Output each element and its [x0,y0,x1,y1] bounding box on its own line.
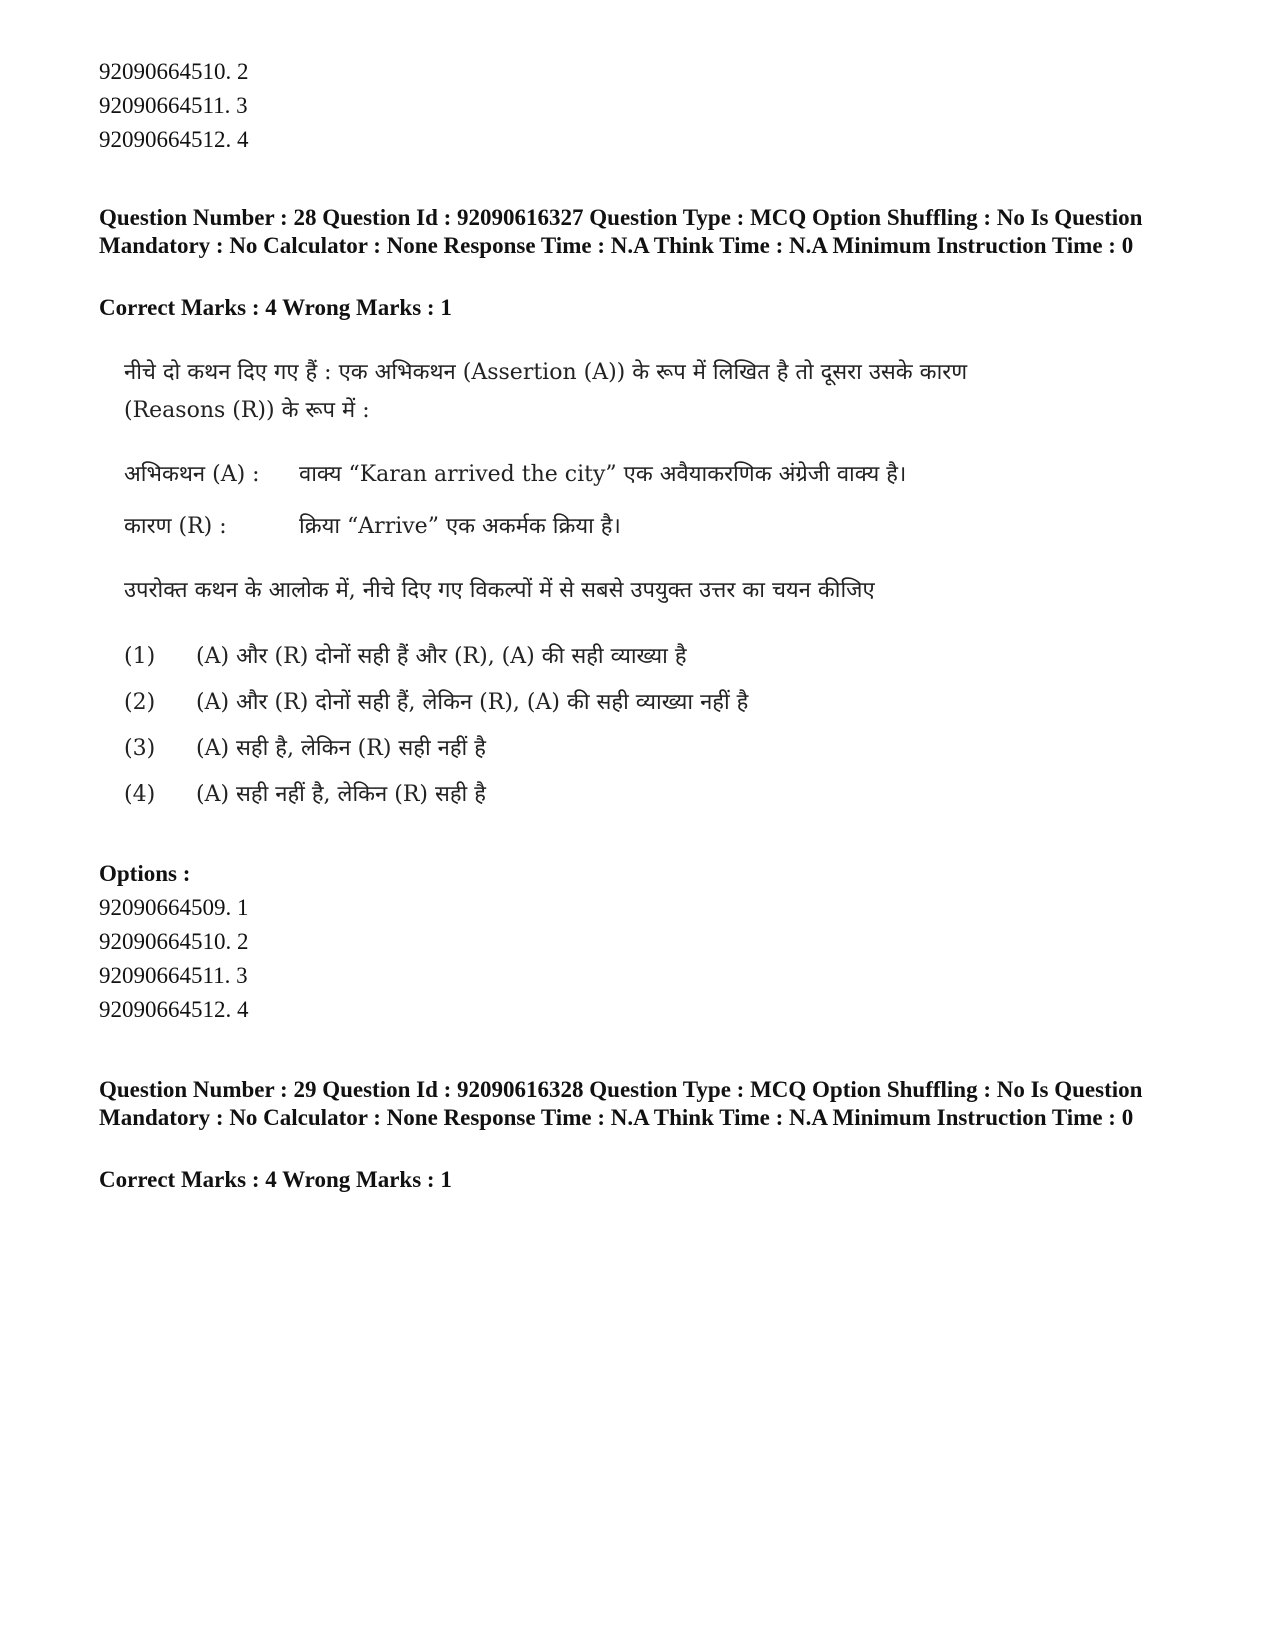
question-instruction: उपरोक्त कथन के आलोक में, नीचे दिए गए विकल्पों में से सबसे उपयुक्त उत्तर का चयन कीजिए [124,578,875,603]
option-line: 92090664509. 1 [99,895,249,920]
question-29-meta: Question Number : 29 Question Id : 92090616328 Question Type : MCQ Option Shuffling : No Is Question Mandatory : No Calculator : None Response Time : N.A Think Time : N.A Minimum Instruction Time : 0 [99,1077,1143,1130]
question-intro: नीचे दो कथन दिए गए हैं : एक अभिकथन (Assertion (A)) के रूप में लिखित है तो दूसरा उसके कारण [124,360,968,385]
assertion-row [124,460,906,490]
choice-number: (1) [124,644,156,669]
choice-text: (A) और (R) दोनों सही हैं, लेकिन (R), (A) की सही व्याख्या नहीं है [196,690,749,715]
option-line: 92090664512. 4 [99,997,249,1022]
question-28-meta: Question Number : 28 Question Id : 92090616327 Question Type : MCQ Option Shuffling : No Is Question Mandatory : No Calculator : None Response Time : N.A Think Time : N.A Minimum Instruction Time : 0 [99,205,1143,258]
question-28-marks: Correct Marks : 4 Wrong Marks : 1 [99,295,452,320]
assertion-label: अभिकथन (A) : [124,462,260,487]
reason-label: कारण (R) : [124,514,227,539]
assertion-text: वाक्य “Karan arrived the city” एक अवैयाकरणिक अंग्रेजी वाक्य है। [299,462,907,487]
choice-text: (A) और (R) दोनों सही हैं और (R), (A) की सही व्याख्या है [196,644,687,669]
options-heading: Options : [99,861,191,886]
option-line: 92090664510. 2 [99,59,249,84]
choice-number: (4) [124,782,156,807]
choice-number: (2) [124,690,156,715]
question-intro: (Reasons (R)) के रूप में : [124,398,370,423]
option-line: 92090664512. 4 [99,127,249,152]
choice-row [124,642,687,672]
option-line: 92090664511. 3 [99,963,248,988]
choice-row [124,780,486,810]
choice-text: (A) सही है, लेकिन (R) सही नहीं है [196,736,486,761]
option-line: 92090664510. 2 [99,929,249,954]
reason-text: क्रिया “Arrive” एक अकर्मक क्रिया है। [299,514,621,539]
choice-text: (A) सही नहीं है, लेकिन (R) सही है [196,782,486,807]
choice-row [124,688,748,718]
choice-number: (3) [124,736,156,761]
reason-row [124,512,621,542]
option-line: 92090664511. 3 [99,93,248,118]
question-29-marks: Correct Marks : 4 Wrong Marks : 1 [99,1167,452,1192]
choice-row [124,734,486,764]
